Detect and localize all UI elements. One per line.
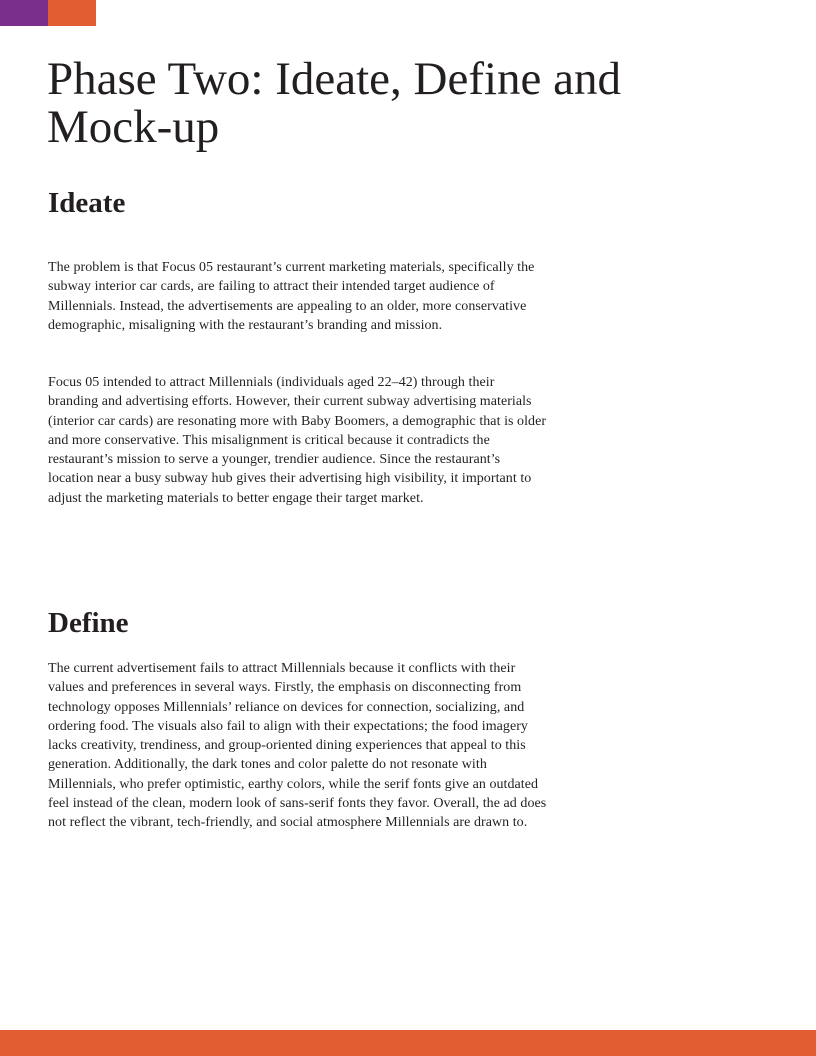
footer-accent-bar xyxy=(0,1030,816,1056)
ideate-paragraph-1: The problem is that Focus 05 restaurant’s current marketing materials, specifically the subway interior car cards, are failing to attract their intended target audience of Millennials. Instead, the advertisements are appealing to an older, more conservative demographic, misaligning with the restaurant’s branding and mission. xyxy=(48,260,535,333)
ideate-heading: Ideate xyxy=(48,187,126,219)
page-title: Phase Two: Ideate, Define and Mock-up xyxy=(47,53,622,153)
define-paragraph: The current advertisement fails to attract Millennials because it conflicts with their values and preferences in several ways. Firstly, the emphasis on disconnecting from technology opposes Millennials’ reliance on devices for connection, socializing, and ordering food. The visuals also fail to align with their expectations; the food imagery lacks creativity, trendiness, and group-oriented dining experiences that appeal to this generation. Additionally, the dark tones and color palette do not resonate with Millennials, who prefer optimistic, earthy colors, while the serif fonts give an outdated feel instead of the clean, modern look of sans-serif fonts they favor. Overall, the ad does not reflect the vibrant, tech-friendly, and social atmosphere Millennials are drawn to. xyxy=(48,661,547,831)
corner-accent-orange xyxy=(48,0,96,26)
corner-accent-purple xyxy=(0,0,48,26)
ideate-paragraph-2: Focus 05 intended to attract Millennials (individuals aged 22–42) through their branding and advertising efforts. However, their current subway advertising materials (interior car cards) are resonating more with Baby Boomers, a demographic that is older and more conservative. This misalignment is critical because it contradicts the restaurant’s mission to serve a younger, trendier audience. Since the restaurant’s location near a busy subway hub gives their advertising high visibility, it important to adjust the marketing materials to better engage their target market. xyxy=(48,375,547,506)
define-heading: Define xyxy=(48,607,129,639)
